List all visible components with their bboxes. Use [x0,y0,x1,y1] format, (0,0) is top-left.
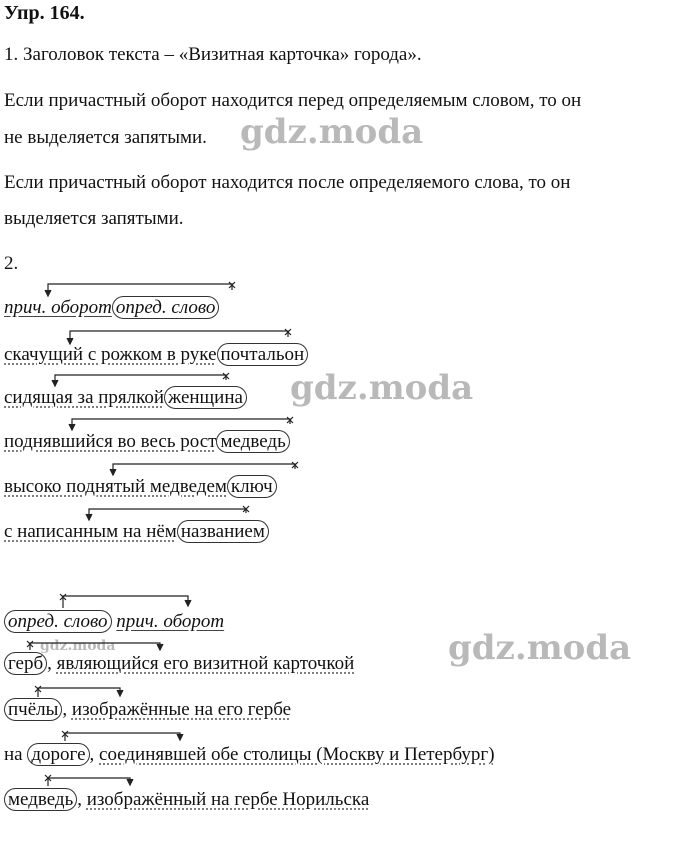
cross [287,417,293,423]
participle-phrase: изображённый на гербе Норильска [86,789,370,810]
rule-before-line-2: не выделяется запятыми. [4,127,207,148]
participle-phrase: соединявшей обе столицы (Москву и Петербург) [99,744,495,765]
arrow [110,469,116,475]
paragraph-1: 1. Заголовок текста – «Визитная карточка» города». [4,44,422,65]
watermark-small: gdz.moda [40,638,116,654]
defined-word: почтальон [217,343,309,366]
cross [62,731,68,737]
scheme-word-label: опред. слово [112,296,220,319]
cross [45,775,51,781]
participle-phrase: поднявшийся во весь рост [4,431,217,452]
arrow [69,424,75,430]
cross [60,594,66,600]
watermark: gdz.moda [290,368,474,408]
row-before-1 [4,344,308,366]
arrow [38,688,120,697]
exercise-title: Упр. 164. [4,2,85,24]
arrow [117,690,123,696]
arrow [48,284,232,295]
defined-word: дороге [27,743,89,766]
arrow [63,596,188,608]
row-after-1: герб , являющийся его визитной карточкой [4,653,354,675]
defined-word: пчёлы [4,698,62,721]
cross [27,641,33,647]
arrow [48,778,130,786]
arrow [52,380,58,386]
row-before-2 [4,387,247,409]
defined-word: женщина [164,386,247,409]
arrow [113,464,295,475]
cross [223,373,229,379]
participle-phrase: являющийся его визитной карточкой [56,653,355,674]
cross [229,282,235,288]
row-before-3 [4,431,290,453]
scheme-phrase-label: прич. оборот [4,297,112,318]
arrow [89,509,246,520]
row-after-2: пчёлы , изображённые на его гербе [4,699,291,721]
participle-phrase: сидящая за прялкой [4,387,165,408]
defined-word: герб [4,652,47,675]
arrow [86,514,92,520]
arrow [177,734,183,740]
scheme-word-label: опред. слово [4,610,112,633]
arrow [55,375,226,386]
watermark: gdz.moda [240,112,424,152]
defined-word: медведь [216,430,289,453]
cross [243,506,249,512]
participle-phrase: высоко поднятый медведем [4,476,227,497]
rule-before-line-1: Если причастный оборот находится перед определяемым словом, то он [4,90,582,111]
defined-word: ключ [227,475,277,498]
rule-after-line-1: Если причастный оборот находится после определяемого слова, то он [4,172,571,193]
row-before-5 [4,521,269,543]
preposition: на [4,744,28,765]
participle-phrase: скачущий с рожком в руке [4,344,217,365]
arrow [127,779,133,785]
rule-after-line-2: выделяется запятыми. [4,208,184,229]
scheme-after [4,611,224,633]
scheme-before [4,297,219,319]
cross [292,462,298,468]
row-before-4 [4,476,277,498]
section-2-label: 2. [4,253,19,274]
cross [35,686,41,692]
row-after-3: на дороге , соединявшей обе столицы (Москву и Петербург) [4,744,495,765]
participle-phrase: с написанным на нём [4,521,177,542]
arrow [72,419,290,430]
arrow [65,733,180,741]
cross [285,329,291,335]
scheme-phrase-label: прич. оборот [116,611,225,632]
participle-phrase: изображённые на его гербе [71,699,292,720]
watermark: gdz.moda [448,628,632,668]
arrow [45,290,51,296]
defined-word: названием [177,520,269,543]
arrow [157,644,163,650]
arrow [185,600,191,606]
defined-word: медведь [4,788,77,811]
row-after-4: медведь , изображённый на гербе Норильска [4,789,369,811]
